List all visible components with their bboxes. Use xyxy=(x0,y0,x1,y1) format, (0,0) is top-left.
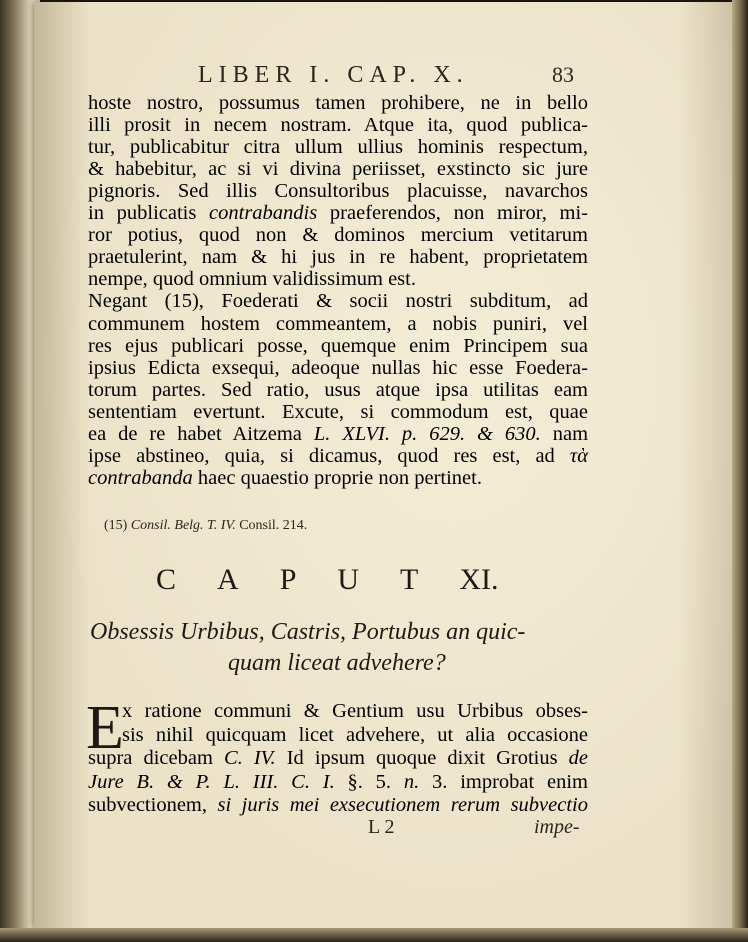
chapter-subtitle-line1: Obsessis Urbibus, Castris, Portubus an quic- xyxy=(90,619,526,645)
text-segment: torum partes. Sed ratio, usus atque ipsa utilitas eam xyxy=(88,378,588,401)
text-line xyxy=(88,180,588,203)
text-segment: illi prosit in necem nostram. Atque ita, quod publica- xyxy=(88,114,588,137)
italic-text: de xyxy=(568,747,588,769)
text-segment: praeferendos, non miror, mi- xyxy=(317,202,589,225)
footnote xyxy=(104,518,307,534)
text-segment: x ratione communi & Gentium usu Urbibus obses- xyxy=(122,700,588,722)
catchword: impe- xyxy=(534,816,580,838)
text-line xyxy=(88,202,588,225)
text-segment: Negant (15), Foederati & socii nostri subditum, ad xyxy=(88,290,588,313)
text-segment: in publicatis xyxy=(88,202,210,225)
text-segment: sententiam evertunt. Excute, si commodum est, quae xyxy=(88,400,588,423)
italic-text: si juris mei exsecutionem rerum subvectio xyxy=(217,794,588,816)
text-line xyxy=(88,747,588,770)
text-segment: ea de re habet Aitzema xyxy=(88,422,314,445)
text-segment: 3. improbat enim xyxy=(419,770,588,793)
text-segment: nam xyxy=(540,422,589,445)
footnote-italic: Consil. Belg. T. IV. xyxy=(130,518,236,533)
text-segment: haec quaestio proprie non pertinet. xyxy=(192,466,482,489)
text-line xyxy=(122,724,588,747)
chapter-subtitle-line2: quam liceat advehere? xyxy=(228,650,446,676)
text-segment: res ejus publicari posse, quemque enim Principem sua xyxy=(88,334,588,357)
text-segment: communem hostem commeantem, a nobis puniri, vel xyxy=(88,312,588,335)
text-line xyxy=(88,379,588,402)
text-line xyxy=(88,268,588,291)
text-line xyxy=(88,335,588,358)
text-line xyxy=(88,445,588,468)
italic-text: n. xyxy=(403,770,420,793)
text-line xyxy=(88,158,588,181)
text-line xyxy=(88,224,588,247)
chapter-letter: P xyxy=(279,563,297,596)
bottom-page-edge xyxy=(0,928,748,942)
text-segment: ror potius, quod non & dominos mercium vetitarum xyxy=(88,224,588,247)
italic-text: τὰ xyxy=(569,444,588,467)
text-line xyxy=(88,92,588,115)
text-line xyxy=(88,771,588,794)
text-line xyxy=(88,313,588,336)
text-line xyxy=(88,467,588,490)
text-segment: pignoris. Sed illis Consultoribus placuisse, navarchos xyxy=(88,180,588,203)
text-segment: praetulerint, nam & hi jus in re habent, proprietatem xyxy=(88,246,588,269)
text-line xyxy=(88,290,588,313)
italic-text: C. IV. xyxy=(223,747,276,769)
chapter-letter: C xyxy=(156,563,177,596)
text-line xyxy=(88,401,588,424)
text-segment: ipsius Edicta exsequi, adeoque nullas hic esse Foedera- xyxy=(88,356,588,379)
text-segment: ipse abstineo, quia, si dicamus, quod res est, ad xyxy=(88,444,570,467)
text-segment: & habebitur, ac si vi divina periisset, exstincto sic jure xyxy=(88,158,588,181)
text-line xyxy=(88,357,588,380)
italic-text: contrabandis xyxy=(209,202,318,225)
text-segment: §. 5. xyxy=(334,770,404,793)
text-segment: supra dicebam xyxy=(88,747,224,769)
italic-text: contrabanda xyxy=(88,466,193,489)
text-segment: sis nihil quicquam licet advehere, ut alia occasione xyxy=(122,723,588,746)
chapter-letter: A xyxy=(217,563,239,596)
text-line xyxy=(122,700,588,723)
text-line xyxy=(88,794,588,817)
text-line xyxy=(88,136,588,159)
footnote-rest: Consil. 214. xyxy=(239,518,308,533)
italic-text: L. XLVI. p. 629. & 630. xyxy=(313,422,541,445)
text-segment: tur, publicabitur citra ullum ullius hominis respectum, xyxy=(88,136,588,159)
text-line xyxy=(88,246,588,269)
italic-text: Jure B. & P. L. III. C. I. xyxy=(88,770,335,793)
chapter-number: XI. xyxy=(459,563,499,596)
signature-mark: L 2 xyxy=(368,816,395,838)
text-segment: Id ipsum quoque dixit Grotius xyxy=(275,747,569,769)
page-number: 83 xyxy=(552,62,574,87)
text-segment: subvectionem, xyxy=(88,794,218,816)
right-page-edge xyxy=(732,0,748,942)
chapter-heading xyxy=(156,563,540,597)
footnote-marker: (15) xyxy=(104,518,128,533)
running-head: LIBER I. CAP. X. xyxy=(198,62,469,88)
text-segment: hoste nostro, possumus tamen prohibere, ne in bello xyxy=(88,92,588,114)
text-line xyxy=(88,423,588,446)
chapter-letter: U xyxy=(337,563,360,596)
text-segment: nempe, quod omnium validissimum est. xyxy=(88,268,416,291)
chapter-letter: T xyxy=(400,563,419,596)
drop-cap: E xyxy=(86,694,124,762)
text-line xyxy=(88,114,588,137)
